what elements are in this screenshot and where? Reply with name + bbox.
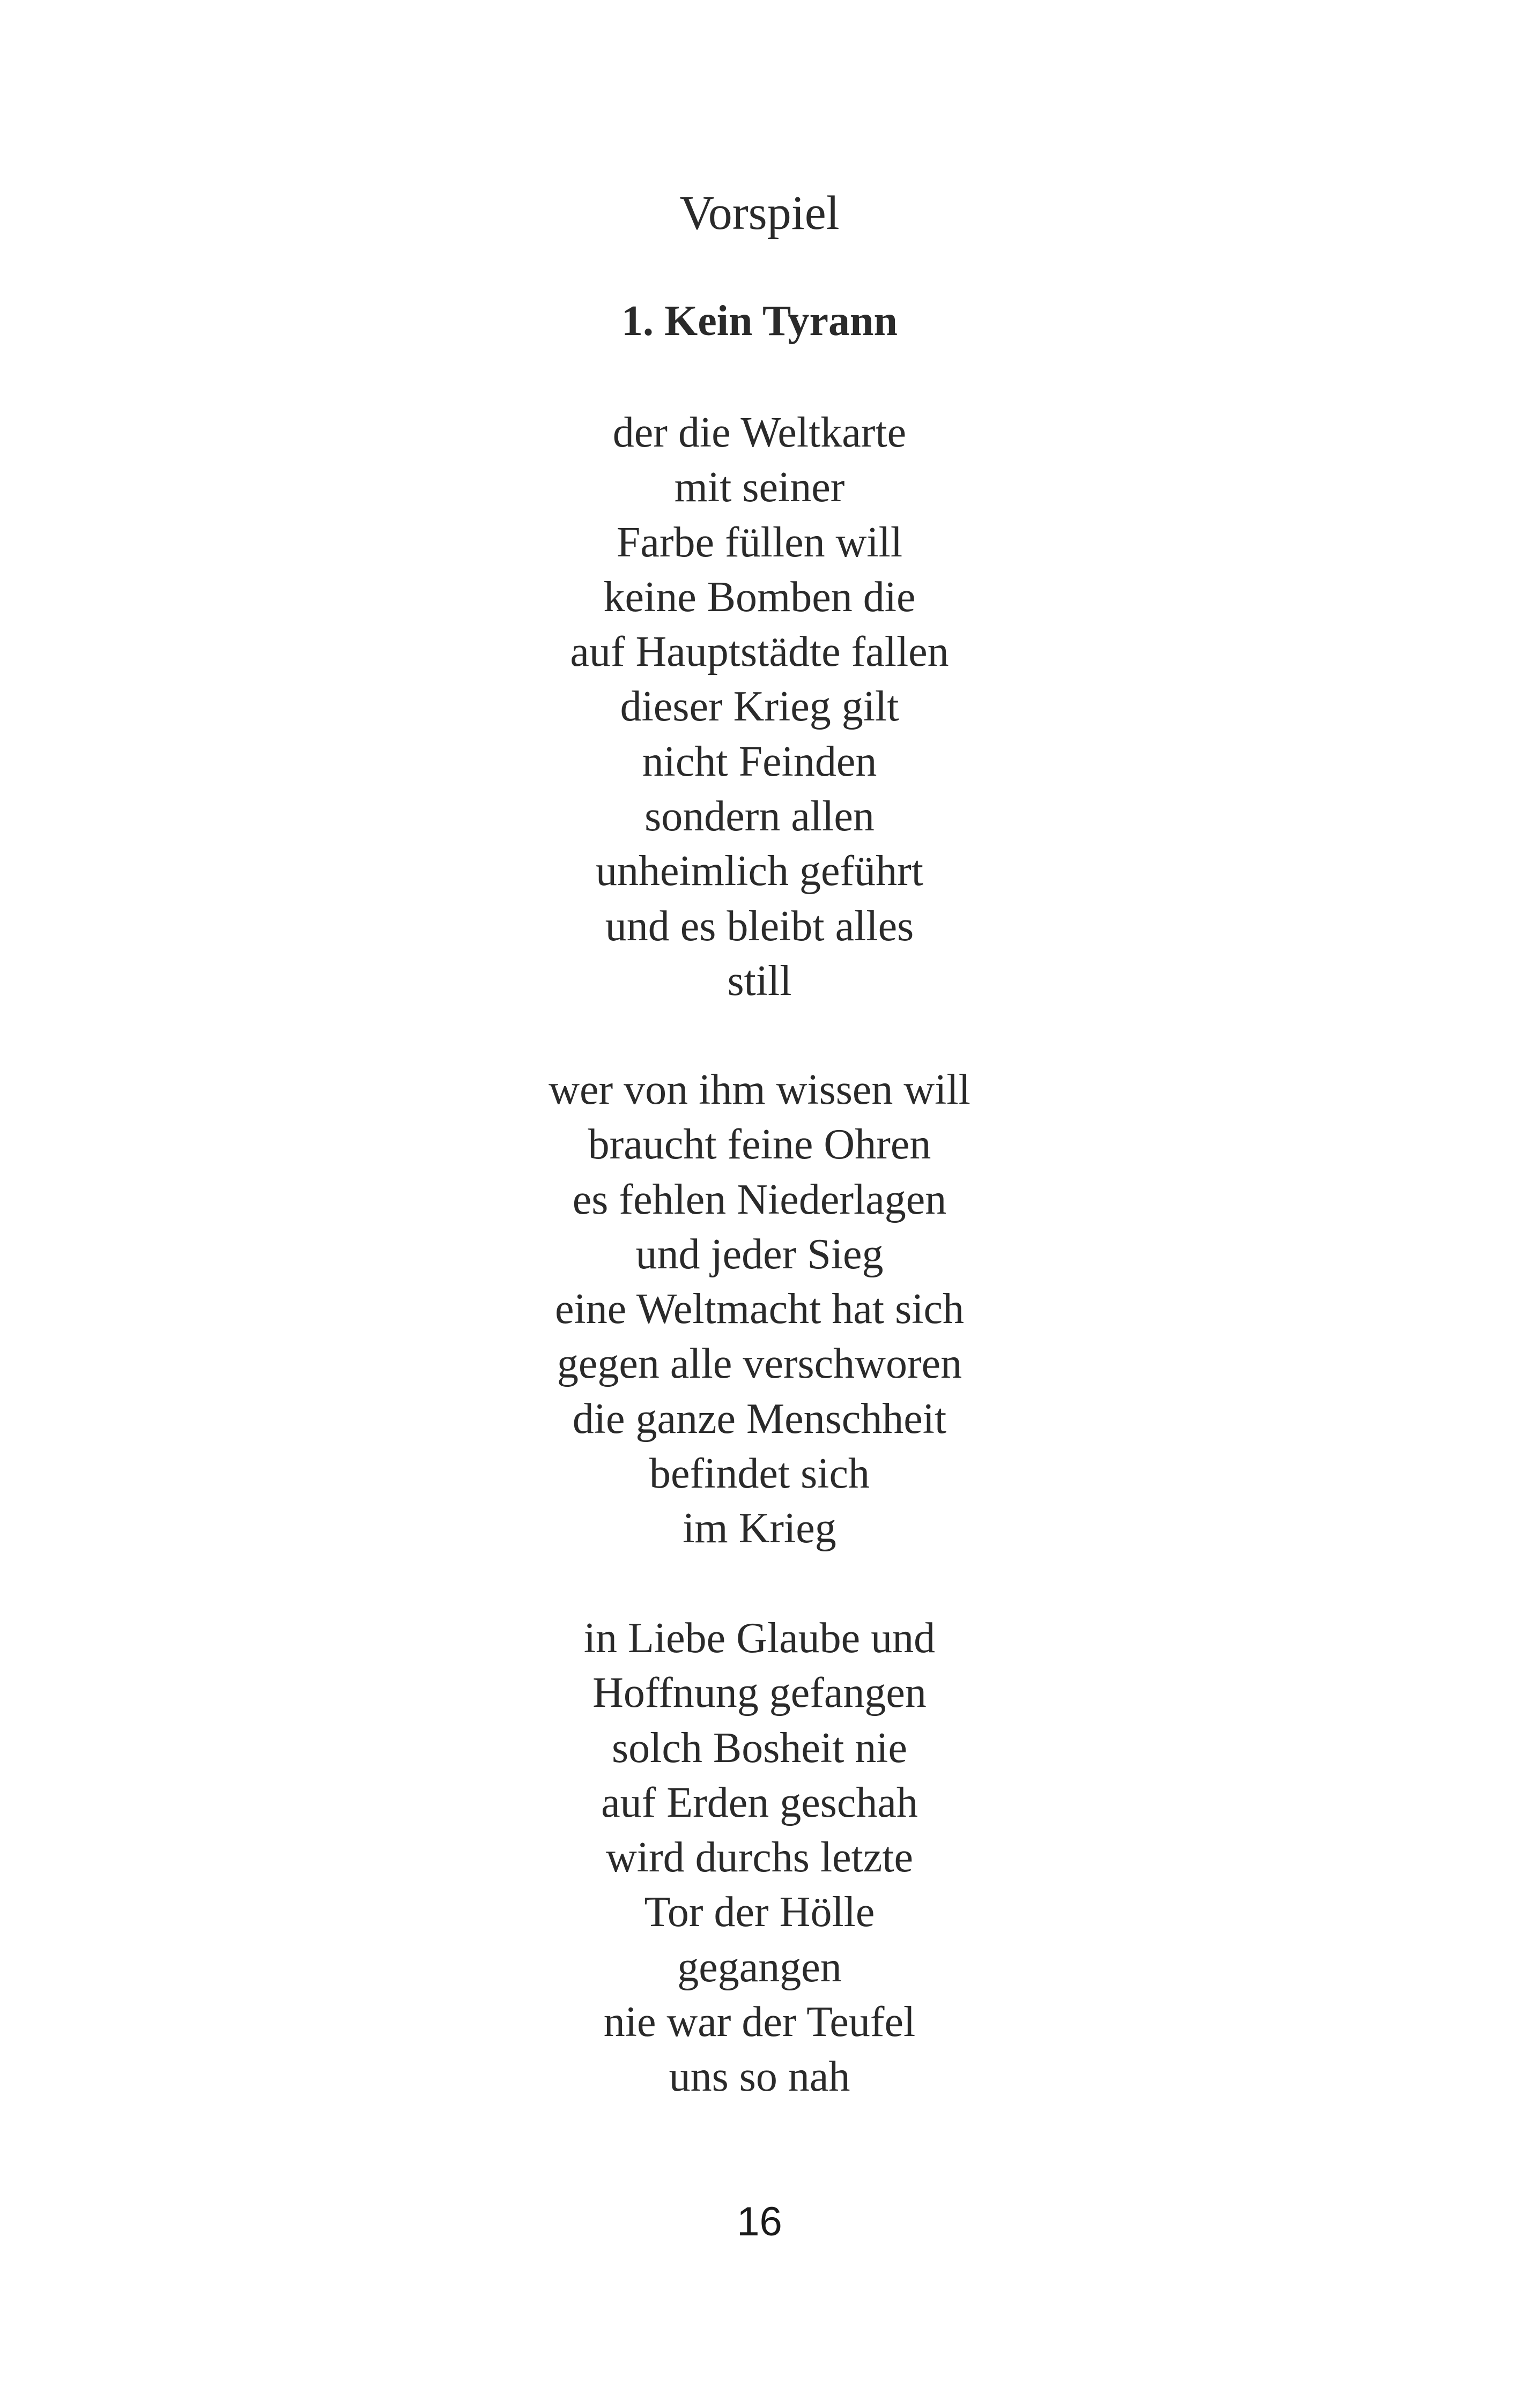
poem-title: 1. Kein Tyrann: [621, 298, 898, 345]
poem-line: keine Bomben die: [603, 573, 916, 621]
poem-line: mit seiner: [674, 464, 845, 511]
poem-line: und es bleibt alles: [605, 902, 914, 950]
stanza-3: [0, 1611, 1519, 2105]
poem-line: Tor der Hölle: [644, 1889, 875, 1936]
poem-line: auf Hauptstädte fallen: [570, 628, 949, 676]
poem-line: sondern allen: [644, 793, 875, 841]
poem-line: nie war der Teufel: [603, 1998, 916, 2046]
poem-line: Hoffnung gefangen: [592, 1669, 927, 1717]
poem-line: es fehlen Niederlagen: [572, 1176, 947, 1223]
poem-line: die ganze Menschheit: [572, 1395, 947, 1443]
poem-line: unheimlich geführt: [596, 848, 923, 895]
poem-line: solch Bosheit nie: [611, 1724, 908, 1772]
poem-line: gegen alle verschworen: [557, 1340, 962, 1388]
poem-line: eine Weltmacht hat sich: [555, 1285, 964, 1333]
poem-line: und jeder Sieg: [635, 1230, 884, 1278]
poem-line: auf Erden geschah: [601, 1779, 918, 1826]
section-title: Vorspiel: [679, 187, 840, 240]
poem-line: dieser Krieg gilt: [620, 683, 899, 731]
stanza-1: [0, 405, 1519, 1008]
poem-line: im Krieg: [683, 1505, 836, 1552]
poem-line: uns so nah: [669, 2053, 850, 2101]
poem-line: wird durchs letzte: [605, 1834, 914, 1882]
poem-line: wer von ihm wissen will: [549, 1066, 970, 1113]
poem-line: gegangen: [677, 1943, 842, 1991]
stanza-2: [0, 1062, 1519, 1556]
poem-line: nicht Feinden: [642, 738, 877, 785]
poem-line: in Liebe Glaube und: [583, 1615, 936, 1662]
poem-line: befindet sich: [649, 1450, 870, 1498]
poem-line: Farbe füllen will: [616, 518, 903, 566]
page-number: 16: [737, 2199, 782, 2245]
poem-line: braucht feine Ohren: [588, 1121, 931, 1169]
poem-line: der die Weltkarte: [612, 409, 907, 456]
poem-line: still: [727, 957, 792, 1005]
